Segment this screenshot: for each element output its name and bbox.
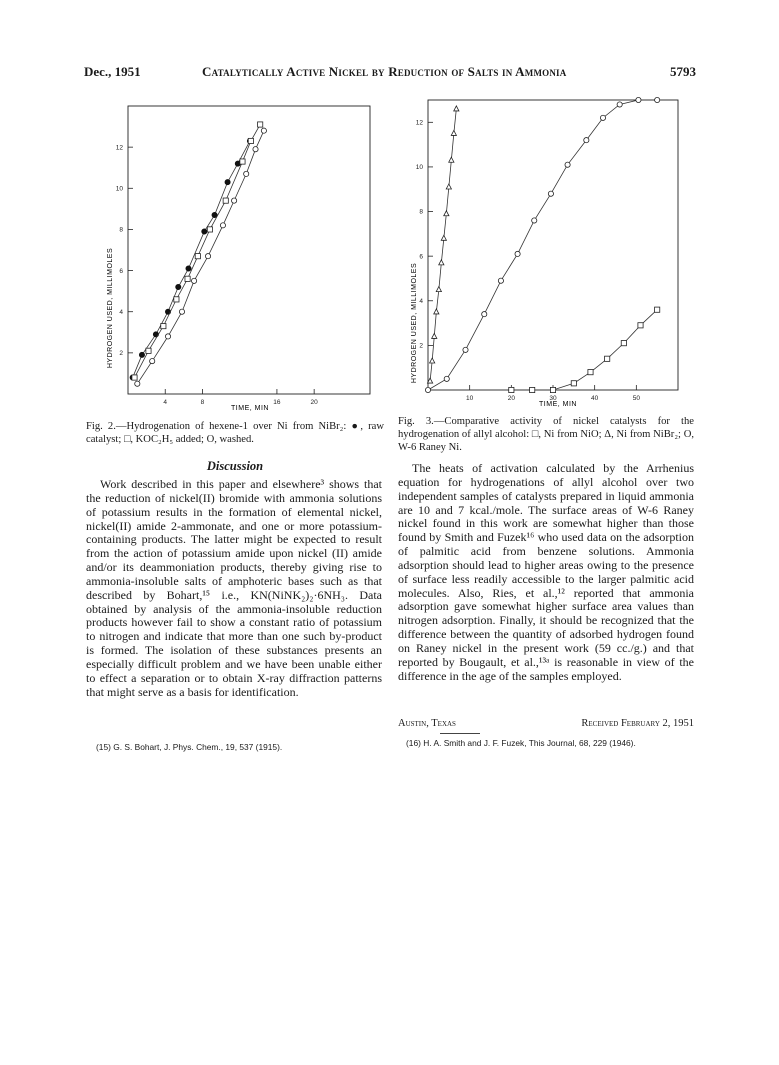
series-filled-circle-line xyxy=(133,141,250,378)
section-title-discussion: Discussion xyxy=(206,459,264,473)
signature-place: Austin, Texas xyxy=(398,718,456,729)
data-point-triangle xyxy=(441,235,446,240)
data-point-circle xyxy=(463,347,468,352)
figure-2-chart xyxy=(90,98,370,416)
data-point-triangle xyxy=(444,211,449,216)
data-point-triangle xyxy=(454,106,459,111)
data-point-filled-circle xyxy=(176,284,181,289)
y-tick-label: 4 xyxy=(119,308,123,316)
data-point-circle xyxy=(179,309,184,314)
figure-3-axes xyxy=(416,100,678,402)
data-point-circle xyxy=(232,198,237,203)
data-point-square xyxy=(146,348,151,353)
y-tick-label: 4 xyxy=(419,297,423,305)
figure-3-caption-lead: Fig. 3. xyxy=(398,416,434,427)
data-point-circle xyxy=(515,251,520,256)
y-tick-label: 6 xyxy=(119,267,123,275)
data-point-filled-circle xyxy=(225,180,230,185)
figure-3-marks xyxy=(425,97,659,392)
x-tick-label: 10 xyxy=(466,395,474,402)
x-tick-label: 20 xyxy=(507,395,515,402)
data-point-circle xyxy=(498,278,503,283)
x-tick-label: 30 xyxy=(549,395,557,402)
y-tick-label: 10 xyxy=(115,185,123,193)
data-point-square xyxy=(550,387,555,392)
x-tick-label: 20 xyxy=(310,399,318,406)
data-point-square xyxy=(258,122,263,127)
x-tick-label: 40 xyxy=(591,395,599,402)
data-point-square xyxy=(132,375,137,380)
received-date: Received February 2, 1951 xyxy=(581,718,694,729)
series-square-line xyxy=(511,310,657,390)
data-point-circle xyxy=(482,312,487,317)
figure-2-caption-text: —Hydrogenation of hexene-1 over Ni from NiBr₂: ●, raw catalyst; □, KOC₂H₅ added; O, washed. xyxy=(86,421,384,445)
data-point-square xyxy=(223,198,228,203)
data-point-triangle xyxy=(436,287,441,292)
data-point-square xyxy=(605,356,610,361)
figure-2-caption xyxy=(86,420,384,446)
y-tick-label: 12 xyxy=(415,119,423,127)
data-point-circle xyxy=(655,97,660,102)
y-tick-label: 8 xyxy=(419,208,423,216)
x-tick-label: 4 xyxy=(163,399,168,406)
y-tick-label: 10 xyxy=(415,164,423,172)
data-point-square xyxy=(174,297,179,302)
data-point-square xyxy=(248,138,253,143)
page-number: 5793 xyxy=(670,64,696,79)
figure-2-y-axis-label: HYDROGEN USED, MILLIMOLES xyxy=(107,247,114,369)
y-tick-label: 6 xyxy=(419,253,423,261)
figure-2-caption-lead: Fig. 2. xyxy=(86,421,116,432)
data-point-circle xyxy=(425,387,430,392)
data-point-square xyxy=(185,276,190,281)
data-point-circle xyxy=(191,278,196,283)
data-point-circle xyxy=(165,334,170,339)
data-point-filled-circle xyxy=(186,266,191,271)
data-point-circle xyxy=(150,358,155,363)
y-tick-label: 8 xyxy=(119,226,123,234)
data-point-circle xyxy=(636,97,641,102)
data-point-circle xyxy=(600,115,605,120)
data-point-square xyxy=(195,254,200,259)
data-point-circle xyxy=(565,162,570,167)
data-point-triangle xyxy=(451,130,456,135)
y-tick-label: 2 xyxy=(419,342,423,350)
figure-3-chart xyxy=(398,98,688,410)
data-point-square xyxy=(509,387,514,392)
data-point-circle xyxy=(220,223,225,228)
figure-2 xyxy=(90,98,370,416)
data-point-triangle xyxy=(430,358,435,363)
y-tick-label: 12 xyxy=(115,144,123,152)
plot-frame xyxy=(428,100,678,390)
data-point-square xyxy=(530,387,535,392)
data-point-square xyxy=(621,341,626,346)
data-point-circle xyxy=(584,138,589,143)
data-point-triangle xyxy=(449,157,454,162)
y-tick-label: 2 xyxy=(119,350,123,358)
data-point-circle xyxy=(532,218,537,223)
data-point-square xyxy=(240,159,245,164)
discussion-body xyxy=(86,478,382,700)
discussion-paragraph: Work described in this paper and elsewhere³ shows that the reduction of nickel(II) bromide with ammonia solutions of potassium results in the formation of elemental nickel, nickel(II) amide 2-ammonate, and one or more potassium-containing products. The latter might be expected to result from the action of potassium amide upon nickel (II) amide and/or its deammoniation products, thereby giving rise to ammonia-insoluble salts of amphoteric bases such as that described by Bohart,¹⁵ i.e., KN(NiNK₂)₂·6NH₃. Data obtained by analysis of the ammonia-insoluble reduction products however fail to show a constant ratio of potassium to nitrogen and indicate that more than one such by-product is formed. The isolation of these substances presents an especially difficult problem and we have been unable either to effect a separation or to obtain X-ray diffraction patterns that might serve as a basis for identification. xyxy=(86,477,382,699)
data-point-filled-circle xyxy=(139,352,144,357)
plot-frame xyxy=(128,106,370,394)
figure-2-x-axis-label: TIME, MIN xyxy=(231,405,269,412)
data-point-circle xyxy=(253,147,258,152)
data-point-circle xyxy=(548,191,553,196)
data-point-triangle xyxy=(446,184,451,189)
figure-2-marks xyxy=(130,122,266,386)
data-point-triangle xyxy=(439,260,444,265)
data-point-square xyxy=(638,323,643,328)
series-circle-line xyxy=(428,100,657,390)
data-point-square xyxy=(588,370,593,375)
x-tick-label: 50 xyxy=(632,395,640,402)
footnote-15: (15) G. S. Bohart, J. Phys. Chem., 19, 537 (1915). xyxy=(96,742,283,752)
footnote-16: (16) H. A. Smith and J. F. Fuzek, This Journal, 68, 229 (1946). xyxy=(406,738,636,748)
data-point-circle xyxy=(135,381,140,386)
activation-paragraph: The heats of activation calculated by the Arrhenius equation for hydrogenations of allyl alcohol over two independent samples of catalysts prepared in liquid ammonia are 10 and 7 kcal./mole. The surface areas of W-6 Raney nickel found in this work are somewhat higher than those found by Smith and Fuzek¹⁶ who used data on the adsorption of palmitic acid from benzene solutions. Ammonia adsorption should lead to higher areas owing to the presence of surface less readily accessible to the larger palmitic acid molecules. Also, Ries, et al.,¹² reported that ammonia adsorption gave somewhat higher surface area values than nitrogen adsorption. Finally, it should be recognized that the difference between the quantity of adsorbed hydrogen found on Raney nickel in the present work (59 cc./g.) and that reported by Bougault, et al.,¹³ᵃ is reasonable in view of the difference in the age of the samples employed. xyxy=(398,461,694,683)
issue-date: Dec., 1951 xyxy=(84,64,141,79)
data-point-circle xyxy=(261,128,266,133)
figure-3-caption xyxy=(398,415,694,454)
data-point-square xyxy=(571,381,576,386)
data-point-circle xyxy=(205,254,210,259)
series-triangle-line xyxy=(430,109,456,381)
figure-3-y-axis-label: HYDROGEN USED, MILLIMOLES xyxy=(411,262,418,384)
x-tick-label: 16 xyxy=(273,399,281,406)
data-point-circle xyxy=(244,171,249,176)
figure-3-x-axis-label: TIME, MIN xyxy=(539,401,577,408)
figure-3-caption-text: —Comparative activity of nickel catalysts for the hydrogenation of allyl alcohol: □, Ni from NiO; Δ, Ni from NiBr₂; O, W-6 Raney Ni. xyxy=(398,416,694,453)
running-header xyxy=(84,64,696,82)
x-tick-label: 8 xyxy=(200,399,205,406)
running-title: Catalytically Active Nickel by Reduction of Salts in Ammonia xyxy=(202,64,567,79)
data-point-triangle xyxy=(432,333,437,338)
data-point-triangle xyxy=(434,309,439,314)
data-point-square xyxy=(161,324,166,329)
data-point-filled-circle xyxy=(202,229,207,234)
data-point-circle xyxy=(617,102,622,107)
footnote-rule xyxy=(440,733,480,734)
data-point-square xyxy=(655,307,660,312)
figure-3 xyxy=(398,98,688,410)
right-column-body xyxy=(398,462,694,684)
data-point-circle xyxy=(444,376,449,381)
data-point-square xyxy=(207,227,212,232)
